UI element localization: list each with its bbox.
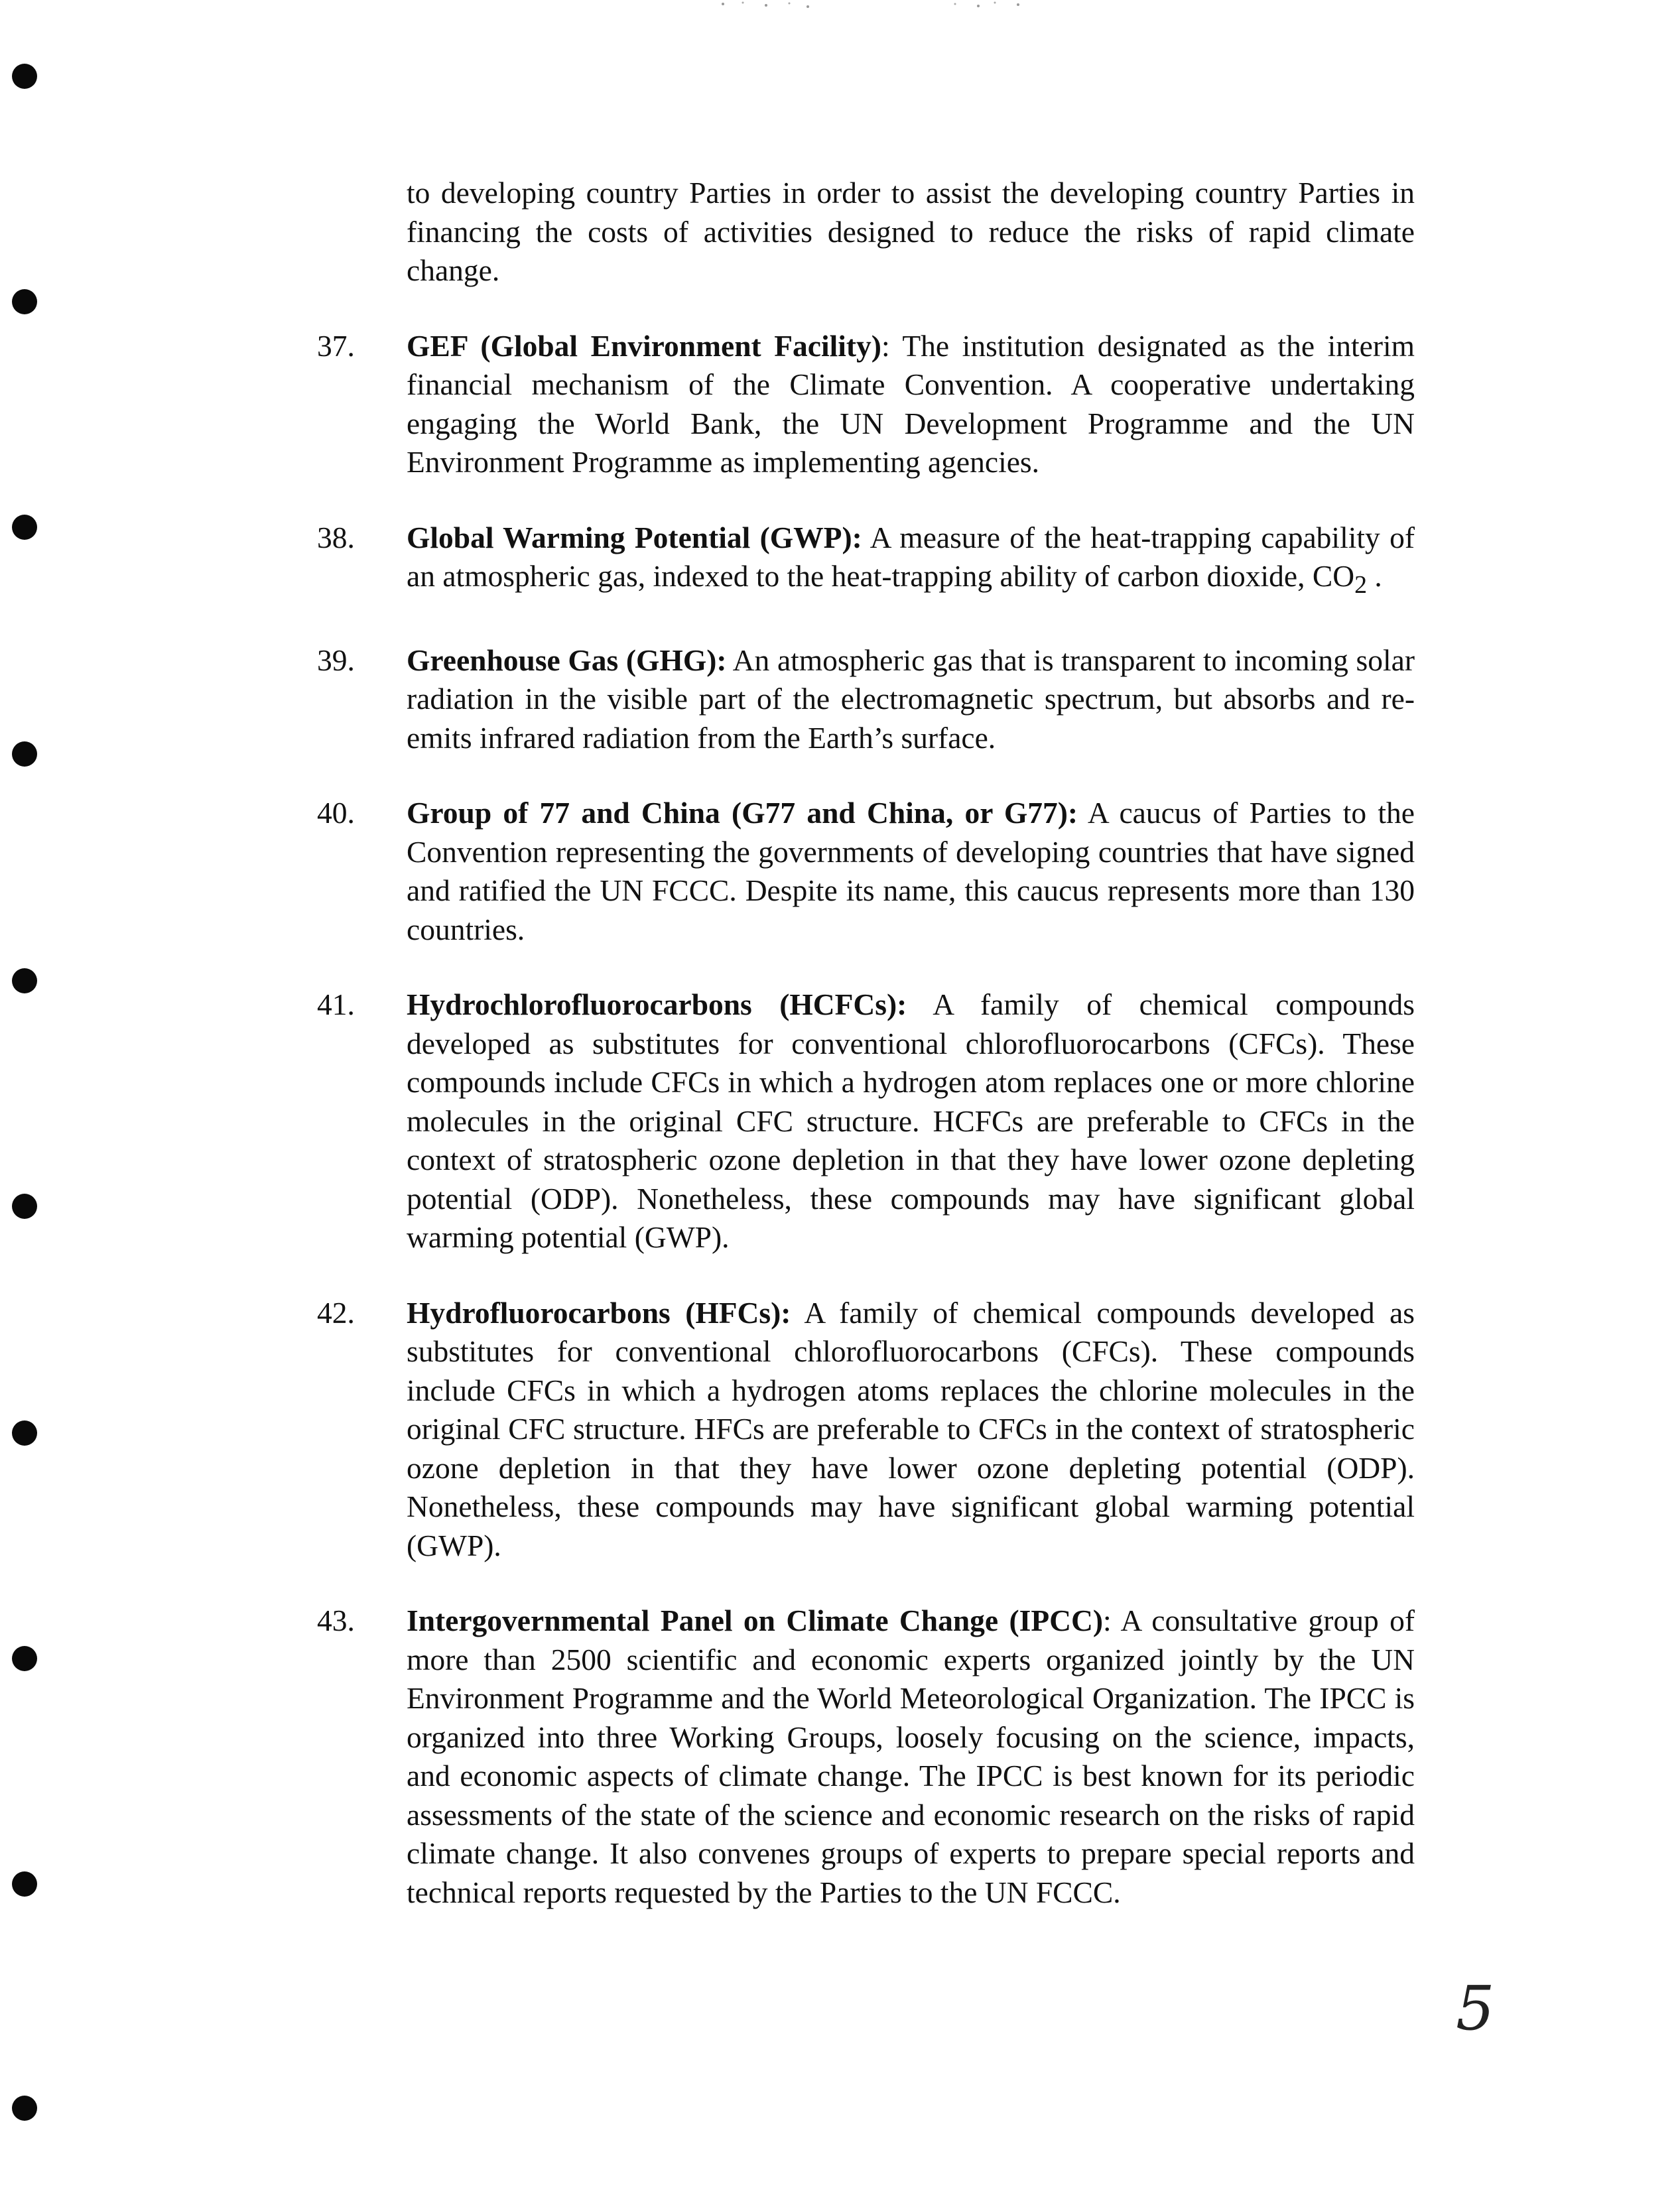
entry-number: 41. xyxy=(317,987,355,1022)
entry-definition: A family of chemical compounds developed as substitutes for conventional chlorofluorocarbons (CFCs). These compounds include CFCs in which a hydrogen atom replaces one or more chlorine molecules in the original CFC structure. HCFCs are preferable to CFCs in the context of stratospheric ozone depletion in that they have lower ozone depleting potential (ODP). Nonetheless, these compounds may have significant global warming potential (GWP). xyxy=(407,987,1415,1255)
entry-term: Hydrochlorofluorocarbons (HCFCs): xyxy=(407,987,907,1022)
binder-hole xyxy=(12,1420,37,1446)
entry-definition: A measure of the heat-trapping capability of an atmospheric gas, indexed to the heat-trapping ability of carbon dioxide, CO xyxy=(407,520,1415,593)
binder-hole xyxy=(12,515,37,540)
binder-hole xyxy=(12,1646,37,1671)
entry-subscript: 2 xyxy=(1354,571,1368,599)
entry-definition: An atmospheric gas that is transparent to incoming solar radiation in the visible part of the electromagnetic spectrum, but absorbs and re-emits infrared radiation from the Earth’s surface. xyxy=(407,643,1415,755)
entry-term: Hydrofluorocarbons (HFCs): xyxy=(407,1295,791,1330)
entry-definition-end: . xyxy=(1367,559,1382,593)
entry-number: 37. xyxy=(317,328,355,363)
entry-text xyxy=(407,1602,1415,1912)
binder-hole xyxy=(12,1194,37,1219)
glossary-content xyxy=(317,174,1415,1948)
glossary-entry xyxy=(317,985,1415,1257)
binder-hole xyxy=(12,2096,37,2121)
entry-term: GEF (Global Environment Facility) xyxy=(407,328,881,363)
entry-number: 39. xyxy=(317,643,355,677)
glossary-entry xyxy=(317,1602,1415,1912)
entry-term: Greenhouse Gas (GHG): xyxy=(407,643,727,677)
entry-text xyxy=(407,519,1415,605)
entry-number: 40. xyxy=(317,796,355,830)
binder-hole xyxy=(12,64,37,89)
entry-definition: A caucus of Parties to the Convention representing the governments of developing countries that have signed and ratified the UN FCCC. Despite its name, this caucus represents more than 130 countries. xyxy=(407,796,1415,946)
glossary-entry xyxy=(317,794,1415,949)
binder-hole xyxy=(12,1871,37,1897)
scan-specks xyxy=(716,0,1061,15)
binder-hole xyxy=(12,968,37,993)
entry-text xyxy=(407,641,1415,758)
entry-separator: : xyxy=(881,328,890,363)
entry-text xyxy=(407,794,1415,949)
entry-term: Group of 77 and China (G77 and China, or G77): xyxy=(407,796,1078,830)
entry-text xyxy=(407,985,1415,1257)
entry-text xyxy=(407,1294,1415,1566)
entry-term: Intergovernmental Panel on Climate Change (IPCC) xyxy=(407,1604,1103,1638)
binder-hole xyxy=(12,289,37,314)
glossary-entry xyxy=(317,1294,1415,1566)
entry-term: Global Warming Potential (GWP): xyxy=(407,520,862,554)
entry-separator: : xyxy=(1103,1604,1112,1638)
entry-definition: The institution designated as the interim financial mechanism of the Climate Convention. A cooperative undertaking engaging the World Bank, the UN Development Programme and the UN Environment Programme as implementing agencies. xyxy=(407,328,1415,479)
glossary-entry xyxy=(317,519,1415,605)
entry-number: 43. xyxy=(317,1604,355,1638)
entry-number: 42. xyxy=(317,1295,355,1330)
entry-text xyxy=(407,327,1415,482)
glossary-entry xyxy=(317,641,1415,758)
entry-number: 38. xyxy=(317,520,355,554)
entry-definition: A consultative group of more than 2500 scientific and economic experts organized jointly by the UN Environment Programme and the World Meteorological Organization. The IPCC is organized into three Working Groups, loosely focusing on the science, impacts, and economic aspects of climate change. The IPCC is best known for its periodic assessments of the state of the science and economic research on the risks of rapid climate change. It also convenes groups of experts to prepare special reports and technical reports requested by the Parties to the UN FCCC. xyxy=(407,1604,1415,1909)
intro-paragraph: to developing country Parties in order to assist the developing country Parties in financing the costs of activities designed to reduce the risks of rapid climate change. xyxy=(407,176,1415,287)
binder-hole xyxy=(12,741,37,767)
handwritten-page-number: 5 xyxy=(1456,1973,1495,2044)
glossary-entry xyxy=(317,327,1415,482)
entry-definition: A family of chemical compounds developed as substitutes for conventional chlorofluorocarbons (CFCs). These compounds include CFCs in which a hydrogen atoms replaces the chlorine molecules in the original CFC structure. HFCs are preferable to CFCs in the context of stratospheric ozone depletion in that they have lower ozone depleting potential (ODP). Nonetheless, these compounds may have significant global warming potential (GWP). xyxy=(407,1295,1415,1562)
